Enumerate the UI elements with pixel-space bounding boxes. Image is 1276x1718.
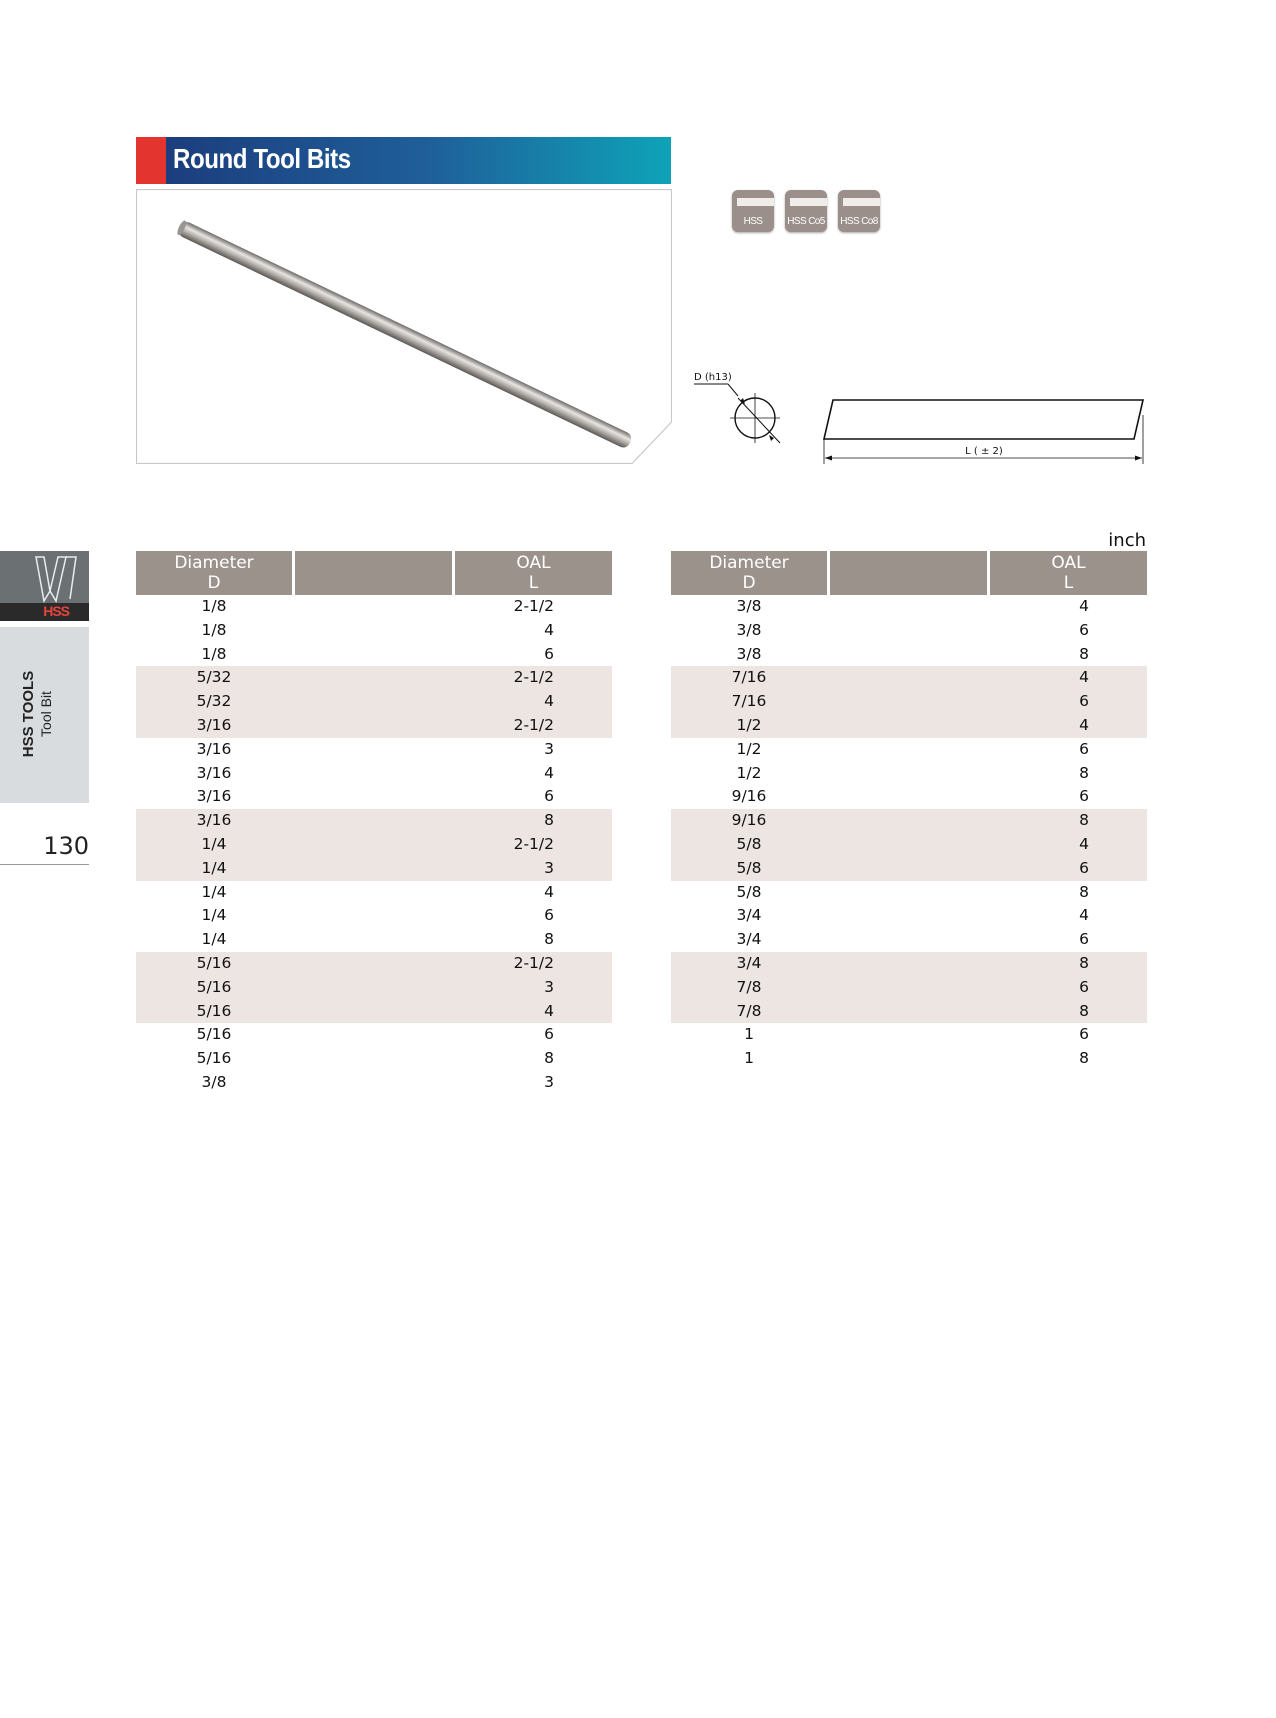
table-row	[671, 666, 1147, 690]
table-row	[136, 904, 612, 928]
oal-cell: 8	[544, 1049, 554, 1068]
table-row	[136, 738, 612, 762]
page-number-rule	[0, 864, 89, 865]
length-label: L ( ± 2)	[965, 446, 1003, 457]
diameter-cell: 5/16	[196, 953, 232, 972]
diameter-cell: 1/2	[736, 739, 762, 758]
diameter-cell: 5/16	[196, 1001, 232, 1020]
header-blank	[830, 551, 987, 595]
table-row	[136, 714, 612, 738]
table-row	[671, 976, 1147, 1000]
oal-cell: 4	[1079, 715, 1089, 734]
diameter-cell: 7/16	[731, 668, 767, 687]
oal-cell: 3	[544, 1072, 554, 1091]
table-row	[671, 881, 1147, 905]
diameter-cell: 3/16	[196, 763, 232, 782]
table-row	[671, 1023, 1147, 1047]
oal-cell: 6	[1079, 787, 1089, 806]
table-row	[671, 952, 1147, 976]
product-photo	[136, 189, 672, 464]
diameter-cell: 1/2	[736, 715, 762, 734]
oal-cell: 3	[544, 977, 554, 996]
side-profile	[824, 400, 1143, 439]
title-banner	[136, 137, 671, 184]
table-row	[136, 643, 612, 667]
oal-cell: 4	[544, 620, 554, 639]
oal-cell: 6	[1079, 858, 1089, 877]
diameter-cell: 9/16	[731, 811, 767, 830]
oal-cell: 3	[544, 858, 554, 877]
diameter-cell: 3/16	[196, 739, 232, 758]
diameter-cell: 1/8	[201, 644, 227, 663]
oal-cell: 8	[1079, 1049, 1089, 1068]
diameter-cell: 7/8	[736, 1001, 762, 1020]
header-diameter-symbol: D	[207, 573, 221, 593]
oal-cell: 4	[1079, 668, 1089, 687]
oal-cell: 6	[1079, 739, 1089, 758]
header-diameter	[671, 551, 827, 595]
table-row	[136, 762, 612, 786]
table-row	[671, 690, 1147, 714]
table-row	[671, 785, 1147, 809]
diameter-cell: 1/8	[201, 620, 227, 639]
table-row	[671, 643, 1147, 667]
oal-cell: 6	[1079, 977, 1089, 996]
header-diameter	[136, 551, 292, 595]
table-row	[671, 1000, 1147, 1024]
oal-cell: 4	[544, 882, 554, 901]
oal-cell: 6	[544, 1025, 554, 1044]
hss-co5-badge-label: HSS Co5	[787, 216, 825, 227]
table-row	[671, 1047, 1147, 1071]
table-row	[671, 904, 1147, 928]
oal-cell: 4	[544, 763, 554, 782]
diameter-cell: 7/16	[731, 692, 767, 711]
oal-cell: 8	[1079, 811, 1089, 830]
table-header	[671, 551, 1147, 595]
header-oal	[990, 551, 1147, 595]
diameter-cell: 3/16	[196, 787, 232, 806]
diameter-cell: 5/8	[736, 834, 762, 853]
table-row	[671, 928, 1147, 952]
oal-cell: 8	[544, 811, 554, 830]
diameter-cell: 1/4	[201, 834, 227, 853]
table-row	[671, 833, 1147, 857]
oal-cell: 8	[1079, 763, 1089, 782]
diameter-cell: 3/4	[736, 953, 762, 972]
oal-cell: 8	[544, 930, 554, 949]
diameter-cell: 5/8	[736, 882, 762, 901]
oal-cell: 6	[1079, 692, 1089, 711]
table-row	[136, 976, 612, 1000]
diameter-cell: 3/16	[196, 715, 232, 734]
page-title: Round Tool Bits	[173, 143, 351, 174]
oal-cell: 6	[1079, 1025, 1089, 1044]
header-oal-label: OAL	[1051, 553, 1086, 573]
diameter-cell: 1/2	[736, 763, 762, 782]
diameter-cell: 5/8	[736, 858, 762, 877]
diameter-cell: 9/16	[731, 787, 767, 806]
table-row	[671, 809, 1147, 833]
oal-cell: 2-1/2	[513, 597, 554, 615]
diameter-cell: 3/8	[201, 1072, 227, 1091]
oal-cell: 8	[1079, 882, 1089, 901]
oal-cell: 8	[1079, 1001, 1089, 1020]
diameter-cell: 1/4	[201, 858, 227, 877]
table-row	[136, 809, 612, 833]
table-row	[136, 857, 612, 881]
oal-cell: 6	[544, 787, 554, 806]
diameter-cell: 1/4	[201, 906, 227, 925]
technical-drawing	[688, 370, 1148, 465]
table-row	[136, 833, 612, 857]
oal-cell: 6	[544, 644, 554, 663]
header-diameter-label: Diameter	[174, 553, 254, 573]
title-accent	[136, 137, 166, 184]
diameter-cell: 1/8	[201, 597, 227, 615]
diameter-cell: 3/4	[736, 930, 762, 949]
oal-cell: 8	[1079, 644, 1089, 663]
header-oal-symbol: L	[528, 573, 539, 593]
table-row	[136, 928, 612, 952]
oal-cell: 2-1/2	[513, 953, 554, 972]
diameter-cell: 1	[744, 1025, 754, 1044]
hss-badge	[732, 190, 774, 232]
drill-logo-icon	[0, 551, 89, 603]
oal-cell: 3	[544, 739, 554, 758]
table-row	[136, 1000, 612, 1024]
header-blank	[295, 551, 452, 595]
diameter-cell: 5/16	[196, 1049, 232, 1068]
oal-cell: 2-1/2	[513, 715, 554, 734]
oal-cell: 2-1/2	[513, 834, 554, 853]
oal-cell: 6	[544, 906, 554, 925]
oal-cell: 4	[1079, 906, 1089, 925]
diameter-cell: 7/8	[736, 977, 762, 996]
oal-cell: 4	[1079, 834, 1089, 853]
table-row	[136, 666, 612, 690]
table-row	[136, 881, 612, 905]
table-row	[136, 952, 612, 976]
oal-cell: 8	[1079, 953, 1089, 972]
size-table-left	[136, 551, 612, 1095]
oal-cell: 4	[1079, 597, 1089, 615]
diameter-cell: 5/16	[196, 977, 232, 996]
oal-cell: 4	[544, 692, 554, 711]
diameter-cell: 3/4	[736, 906, 762, 925]
table-row	[136, 1047, 612, 1071]
diameter-cell: 3/8	[736, 597, 762, 615]
subsection-name: Tool Bit	[38, 691, 54, 737]
diameter-cell: 1	[744, 1049, 754, 1068]
unit-label: inch	[1108, 530, 1146, 551]
side-tab-hss-strip	[0, 603, 89, 621]
table-row	[671, 595, 1147, 619]
header-oal-symbol: L	[1063, 573, 1074, 593]
oal-cell: 6	[1079, 930, 1089, 949]
table-row	[136, 785, 612, 809]
header-diameter-symbol: D	[742, 573, 756, 593]
table-row	[671, 738, 1147, 762]
hss-co8-badge-label: HSS Co8	[840, 216, 878, 227]
side-tab-hss-label: HSS	[43, 603, 69, 619]
header-diameter-label: Diameter	[709, 553, 789, 573]
diameter-cell: 1/4	[201, 882, 227, 901]
hss-badge-label: HSS	[743, 216, 763, 227]
diameter-cell: 1/4	[201, 930, 227, 949]
diameter-cell: 3/8	[736, 620, 762, 639]
oal-cell: 2-1/2	[513, 668, 554, 687]
diameter-label: D (h13)	[694, 372, 732, 383]
table-row	[671, 714, 1147, 738]
diameter-cell: 3/8	[736, 644, 762, 663]
table-row	[671, 857, 1147, 881]
table-row	[136, 595, 612, 619]
section-name: HSS TOOLS	[20, 670, 37, 758]
table-body	[136, 595, 612, 1095]
hss-co8-badge	[838, 190, 880, 232]
hss-co5-badge	[785, 190, 827, 232]
table-row	[136, 1023, 612, 1047]
oal-cell: 6	[1079, 620, 1089, 639]
diameter-cell: 5/32	[196, 668, 232, 687]
diameter-cell: 5/16	[196, 1025, 232, 1044]
table-row	[136, 690, 612, 714]
table-row	[671, 619, 1147, 643]
table-row	[136, 1071, 612, 1095]
header-oal-label: OAL	[516, 553, 551, 573]
diameter-cell: 5/32	[196, 692, 232, 711]
oal-cell: 4	[544, 1001, 554, 1020]
table-header	[136, 551, 612, 595]
diameter-cell: 3/16	[196, 811, 232, 830]
page-number: 130	[43, 832, 89, 860]
header-oal	[455, 551, 612, 595]
table-row	[136, 619, 612, 643]
side-tab-section	[20, 634, 56, 794]
table-body	[671, 595, 1147, 1071]
size-table-right	[671, 551, 1147, 1071]
table-row	[671, 762, 1147, 786]
